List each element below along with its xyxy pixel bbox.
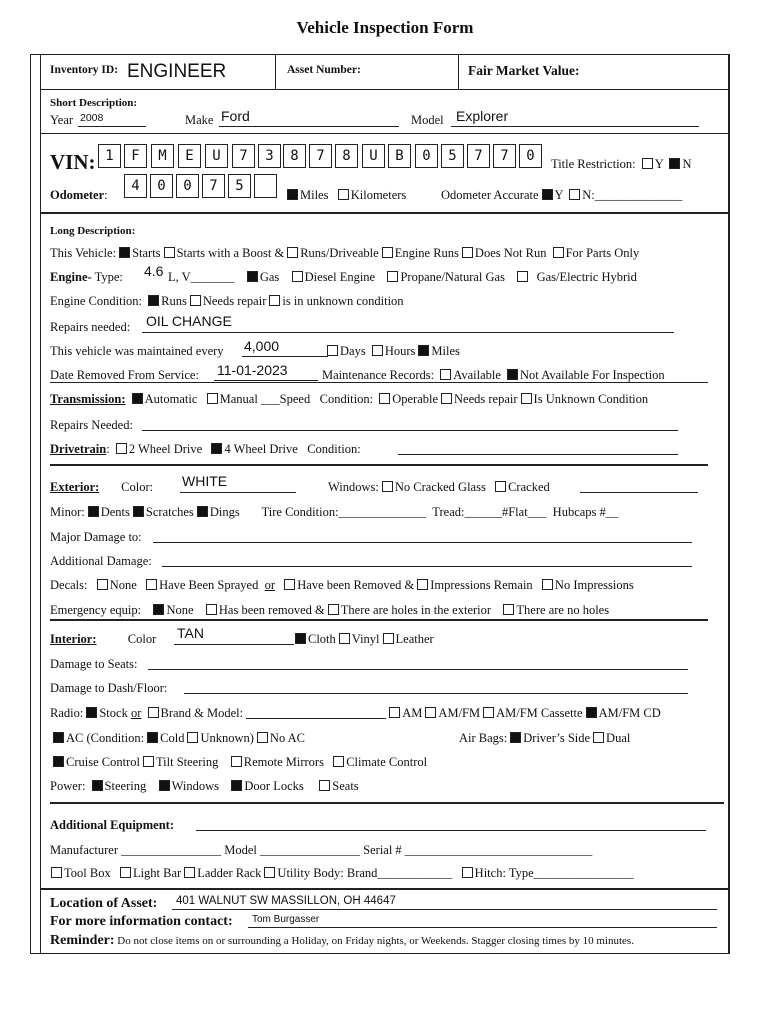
hubcaps-field[interactable]: Hubcaps #__ — [552, 505, 619, 519]
date-removed-field[interactable]: 11-01-2023 — [217, 362, 288, 378]
divider — [40, 212, 729, 214]
airbags-row — [459, 731, 630, 745]
operable-label: Operable — [392, 392, 439, 406]
ac-unknown-label: Unknown) — [200, 731, 254, 745]
radio-stock-label: Stock — [99, 706, 128, 720]
dual-checkbox[interactable] — [593, 732, 604, 743]
contact-label: For more information contact: — [50, 914, 233, 929]
two-wd-label: 2 Wheel Drive — [128, 442, 203, 456]
divider — [50, 464, 708, 466]
ac-unknown-checkbox[interactable] — [187, 732, 198, 743]
year-field[interactable]: 2008 — [80, 112, 104, 124]
emergency-none-checkbox[interactable] — [153, 604, 164, 615]
maint-miles-checkbox[interactable] — [418, 345, 429, 356]
additional-equipment-label: Additional Equipment: — [50, 818, 174, 832]
miles-label: Miles — [300, 188, 329, 202]
interior-color-label: Color — [127, 632, 157, 646]
trans-unknown-checkbox[interactable] — [521, 393, 532, 404]
tread-field[interactable]: Tread:______#Flat___ — [432, 505, 547, 519]
engine-type-label: Type: — [94, 270, 123, 284]
vin-char-box[interactable]: 7 — [309, 144, 332, 168]
records-not-available-label: Not Available For Inspection — [520, 368, 665, 382]
accurate-y-label: Y — [554, 188, 564, 202]
holes-checkbox[interactable] — [328, 604, 339, 615]
power-seats-checkbox[interactable] — [319, 780, 330, 791]
model-field[interactable]: Explorer — [456, 108, 509, 124]
ac-row — [50, 731, 305, 745]
reminder-text: Do not close items on or surrounding a Holiday, on Friday nights, or Weekends. Stagger closing times by 10 minutes. — [117, 935, 634, 947]
repairs-needed-2-field — [142, 430, 678, 431]
no-cracked-checkbox[interactable] — [382, 481, 393, 492]
title-y-checkbox[interactable] — [642, 158, 653, 169]
remote-mirrors-checkbox[interactable] — [231, 756, 242, 767]
engine-row — [50, 270, 123, 284]
divider — [50, 802, 724, 804]
scratches-checkbox[interactable] — [133, 506, 144, 517]
diesel-label: Diesel Engine — [304, 270, 376, 284]
major-damage-field — [153, 542, 692, 543]
four-wd-label: 4 Wheel Drive — [224, 442, 298, 456]
vin-char-box[interactable]: 8 — [283, 144, 306, 168]
equipment-row — [48, 866, 634, 880]
am-label: AM — [402, 706, 423, 720]
cloth-checkbox[interactable] — [295, 633, 306, 644]
dash-damage-field — [184, 693, 688, 694]
exterior-label-row — [50, 480, 153, 494]
minor-label: Minor: — [50, 505, 85, 519]
odometer-digit-box[interactable]: 0 — [150, 174, 173, 198]
starts-boost-label: Starts with a Boost & — [176, 246, 285, 260]
manual-checkbox[interactable] — [207, 393, 218, 404]
hybrid-checkbox[interactable] — [517, 271, 528, 282]
odometer-digit-box[interactable]: 4 — [124, 174, 147, 198]
vin-char-box[interactable]: 0 — [519, 144, 542, 168]
inventory-id-label: Inventory ID: — [50, 64, 119, 76]
records-available-checkbox[interactable] — [440, 369, 451, 380]
title-n-label: N — [682, 157, 692, 171]
maint-records-label: Maintenance Records: — [322, 368, 435, 382]
driver-side-checkbox[interactable] — [510, 732, 521, 743]
odometer-accurate-label: Odometer Accurate — [441, 188, 539, 202]
toolbox-checkbox[interactable] — [51, 867, 62, 878]
emergency-removed-checkbox[interactable] — [206, 604, 217, 615]
radio-or: or — [130, 706, 142, 720]
ladder-checkbox[interactable] — [184, 867, 195, 878]
fair-market-value-label: Fair Market Value: — [468, 63, 580, 78]
engine-condition-label: Engine Condition: — [50, 294, 143, 308]
power-windows-checkbox[interactable] — [159, 780, 170, 791]
transmission-row — [50, 392, 648, 406]
no-cracked-label: No Cracked Glass — [394, 480, 486, 494]
seats-damage-field — [148, 669, 688, 670]
minor-damage-row — [50, 505, 618, 519]
vinyl-checkbox[interactable] — [339, 633, 350, 644]
ac-label: AC (Condition: — [66, 731, 145, 745]
frame-inner-right — [728, 54, 729, 954]
repairs-needed-field[interactable]: OIL CHANGE — [146, 313, 232, 329]
two-wd-checkbox[interactable] — [116, 443, 127, 454]
decals-removed-checkbox[interactable] — [284, 579, 295, 590]
drivetrain-row: Drivetrain: 2 Wheel Drive 4 Wheel Drive Condition: — [50, 442, 361, 456]
for-parts-label: For Parts Only — [565, 246, 640, 260]
trans-needs-repair-checkbox[interactable] — [441, 393, 452, 404]
engine-runs-checkbox[interactable] — [382, 247, 393, 258]
make-field[interactable]: Ford — [221, 108, 250, 124]
divider — [275, 54, 276, 90]
engine-unknown-checkbox[interactable] — [269, 295, 280, 306]
reminder-label: Reminder: — [50, 933, 115, 948]
no-holes-label: There are no holes — [516, 603, 610, 617]
dents-checkbox[interactable] — [88, 506, 99, 517]
odometer-digit-box[interactable]: 0 — [176, 174, 199, 198]
airbags-label: Air Bags: — [459, 731, 508, 745]
no-holes-checkbox[interactable] — [503, 604, 514, 615]
starts-checkbox[interactable] — [119, 247, 130, 258]
asset-number-label: Asset Number: — [287, 64, 361, 76]
cylinders-field[interactable]: L, V_______ — [168, 270, 235, 284]
days-checkbox[interactable] — [327, 345, 338, 356]
gas-checkbox[interactable] — [247, 271, 258, 282]
odometer-digit-box[interactable] — [254, 174, 277, 198]
vinyl-label: Vinyl — [351, 632, 380, 646]
interior-label: Interior: — [50, 632, 97, 646]
location-label: Location of Asset: — [50, 896, 158, 911]
engine-runs-cond-label: Runs — [161, 294, 187, 308]
interior-label-row — [50, 632, 156, 646]
cloth-label: Cloth — [308, 632, 336, 646]
accurate-n-label: N:______________ — [582, 188, 683, 202]
vin-char-box[interactable]: U — [362, 144, 385, 168]
radio-row — [50, 706, 661, 720]
emergency-row — [50, 603, 609, 617]
automatic-label: Automatic — [144, 392, 198, 406]
door-locks-label: Door Locks — [244, 779, 304, 793]
ac-checkbox[interactable] — [53, 732, 64, 743]
emergency-label: Emergency equip: — [50, 603, 142, 617]
engine-label: Engine- — [50, 270, 92, 284]
engine-condition-row — [50, 294, 404, 308]
tilt-checkbox[interactable] — [143, 756, 154, 767]
cracked-checkbox[interactable] — [495, 481, 506, 492]
no-impressions-label: No Impressions — [554, 578, 634, 592]
interior-color-underline — [174, 644, 294, 645]
odometer-digit-box[interactable]: 5 — [228, 174, 251, 198]
hitch-checkbox[interactable] — [462, 867, 473, 878]
divider — [458, 54, 459, 90]
date-underline — [214, 380, 318, 381]
decals-none-label: None — [109, 578, 137, 592]
leather-checkbox[interactable] — [383, 633, 394, 644]
maintained-underline — [242, 356, 328, 357]
propane-checkbox[interactable] — [387, 271, 398, 282]
am-checkbox[interactable] — [389, 707, 400, 718]
engine-runs-label: Engine Runs — [394, 246, 459, 260]
radio-brand-label: Brand & Model: — [160, 706, 244, 720]
vin-char-box[interactable]: B — [388, 144, 411, 168]
holes-label: There are holes in the exterior — [340, 603, 492, 617]
upholstery-row — [292, 632, 434, 646]
exterior-color-underline — [180, 492, 296, 493]
location-field[interactable]: 401 WALNUT SW MASSILLON, OH 44647 — [176, 895, 396, 907]
vin-char-box[interactable]: 8 — [335, 144, 358, 168]
frame-inner-left — [40, 54, 41, 954]
power-windows-label: Windows — [171, 779, 220, 793]
vin-char-box[interactable]: 7 — [493, 144, 516, 168]
diesel-checkbox[interactable] — [292, 271, 303, 282]
amfm-label: AM/FM — [438, 706, 481, 720]
windows-label: Windows: — [328, 480, 379, 494]
miles-checkbox[interactable] — [287, 189, 298, 200]
vin-char-box[interactable]: 3 — [258, 144, 281, 168]
trans-unknown-label: Is Unknown Condition — [533, 392, 649, 406]
kilometers-checkbox[interactable] — [338, 189, 349, 200]
engine-types — [168, 270, 637, 284]
divider — [50, 619, 708, 621]
interior-color-field[interactable]: TAN — [177, 625, 204, 641]
cold-checkbox[interactable] — [147, 732, 158, 743]
exterior-color-field[interactable]: WHITE — [182, 473, 228, 489]
odometer-digit-box[interactable]: 7 — [202, 174, 225, 198]
does-not-run-checkbox[interactable] — [462, 247, 473, 258]
decals-none-checkbox[interactable] — [97, 579, 108, 590]
maintained-label: This vehicle was maintained every — [50, 344, 224, 358]
dash-damage-label: Damage to Dash/Floor: — [50, 681, 168, 695]
repairs-needed-label: Repairs needed: — [50, 320, 131, 334]
sprayed-checkbox[interactable] — [146, 579, 157, 590]
additional-damage-label: Additional Damage: — [50, 554, 152, 568]
tire-condition-field[interactable]: Tire Condition:______________ — [261, 505, 427, 519]
power-row — [50, 779, 359, 793]
inventory-id-field[interactable]: ENGINEER — [127, 61, 227, 82]
lightbar-label: Light Bar — [132, 866, 182, 880]
operable-checkbox[interactable] — [379, 393, 390, 404]
drivetrain-label: Drivetrain — [50, 442, 107, 456]
automatic-checkbox[interactable] — [132, 393, 143, 404]
decals-label: Decals: — [50, 578, 88, 592]
dents-label: Dents — [100, 505, 130, 519]
hours-checkbox[interactable] — [372, 345, 383, 356]
year-label: Year — [50, 113, 74, 127]
engine-needs-repair-label: Needs repair — [202, 294, 267, 308]
decals-removed-label: Have been Removed & — [297, 578, 415, 592]
cd-checkbox[interactable] — [586, 707, 597, 718]
maintained-units — [324, 344, 460, 358]
model-label: Model — [411, 113, 444, 127]
trans-condition-label: Condition: — [319, 392, 374, 406]
vin-char-box[interactable]: 7 — [232, 144, 255, 168]
radio-brand-checkbox[interactable] — [148, 707, 159, 718]
repairs-underline — [142, 332, 674, 333]
cd-label: AM/FM CD — [598, 706, 661, 720]
cold-label: Cold — [160, 731, 185, 745]
vin-char-box[interactable]: U — [205, 144, 228, 168]
short-description-label: Short Description: — [50, 97, 138, 109]
power-steering-checkbox[interactable] — [92, 780, 103, 791]
impressions-checkbox[interactable] — [417, 579, 428, 590]
does-not-run-label: Does Not Run — [474, 246, 547, 260]
odometer-label: Odometer: — [50, 188, 108, 202]
records-not-available-checkbox[interactable] — [507, 369, 518, 380]
lightbar-checkbox[interactable] — [120, 867, 131, 878]
exterior-color-label: Color: — [121, 480, 154, 494]
power-steering-label: Steering — [104, 779, 147, 793]
vin-label: VIN: — [50, 150, 96, 174]
cruise-label: Cruise Control — [66, 755, 140, 769]
additional-equipment-field — [196, 830, 706, 831]
power-seats-label: Seats — [332, 779, 359, 793]
sprayed-label: Have Been Sprayed — [159, 578, 259, 592]
no-ac-checkbox[interactable] — [257, 732, 268, 743]
runs-driveable-checkbox[interactable] — [287, 247, 298, 258]
divider — [40, 888, 729, 890]
toolbox-label: Tool Box — [64, 866, 111, 880]
ladder-label: Ladder Rack — [197, 866, 262, 880]
divider — [40, 89, 729, 90]
driver-side-label: Driver’s Side — [523, 731, 591, 745]
major-damage-label: Major Damage to: — [50, 530, 142, 544]
manufacturer-row: Manufacturer ________________ Model ________________ Serial # ______________________________ — [50, 843, 593, 857]
repairs-needed-2-label: Repairs Needed: — [50, 418, 133, 432]
vin-char-box[interactable]: 5 — [441, 144, 464, 168]
amfm-checkbox[interactable] — [425, 707, 436, 718]
kilometers-label: Kilometers — [350, 188, 407, 202]
make-label: Make — [185, 113, 214, 127]
decals-row — [50, 578, 634, 592]
seats-damage-label: Damage to Seats: — [50, 657, 138, 671]
engine-needs-repair-checkbox[interactable] — [190, 295, 201, 306]
door-locks-checkbox[interactable] — [231, 780, 242, 791]
radio-brand-field[interactable] — [246, 708, 386, 719]
date-removed-label: Date Removed From Service: — [50, 368, 199, 382]
scratches-label: Scratches — [145, 505, 194, 519]
propane-label: Propane/Natural Gas — [400, 270, 505, 284]
title-y-label: Y — [654, 157, 664, 171]
engine-unknown-label: is in unknown condition — [282, 294, 404, 308]
location-underline — [172, 909, 717, 910]
utility-field[interactable]: Utility Body: Brand____________ — [277, 866, 453, 880]
make-underline — [219, 126, 399, 127]
vin-char-box[interactable]: E — [178, 144, 201, 168]
maint-miles-label: Miles — [431, 344, 460, 358]
for-parts-checkbox[interactable] — [553, 247, 564, 258]
runs-driveable-label: Runs/Driveable — [300, 246, 379, 260]
radio-label: Radio: — [50, 706, 84, 720]
odometer-units — [284, 188, 406, 202]
dings-checkbox[interactable] — [197, 506, 208, 517]
maintenance-records-row — [322, 368, 665, 382]
starts-label: Starts — [132, 246, 161, 260]
emergency-none-label: None — [166, 603, 194, 617]
remote-mirrors-label: Remote Mirrors — [243, 755, 324, 769]
divider — [40, 133, 729, 134]
radio-stock-checkbox[interactable] — [86, 707, 97, 718]
title-restriction-label — [551, 157, 691, 171]
trans-needs-repair-label: Needs repair — [454, 392, 518, 406]
vin-char-box[interactable]: M — [151, 144, 174, 168]
gas-label: Gas — [259, 270, 280, 284]
cassette-checkbox[interactable] — [483, 707, 494, 718]
engine-liters-field[interactable]: 4.6 — [144, 263, 164, 279]
no-impressions-checkbox[interactable] — [542, 579, 553, 590]
power-label: Power: — [50, 779, 86, 793]
hybrid-label: Gas/Electric Hybrid — [536, 270, 637, 284]
cruise-checkbox[interactable] — [53, 756, 64, 767]
vehicle-status-row — [50, 246, 639, 260]
vin-char-box[interactable]: F — [124, 144, 147, 168]
dings-label: Dings — [209, 505, 240, 519]
form-title: Vehicle Inspection Form — [296, 18, 474, 37]
divider — [50, 382, 708, 383]
accurate-n-checkbox[interactable] — [569, 189, 580, 200]
decals-or: or — [264, 578, 276, 592]
climate-label: Climate Control — [346, 755, 428, 769]
starts-boost-checkbox[interactable] — [164, 247, 175, 258]
cassette-label: AM/FM Cassette — [496, 706, 583, 720]
emergency-removed-label: Has been removed & — [218, 603, 325, 617]
model-underline — [451, 126, 699, 127]
maintained-field[interactable]: 4,000 — [244, 338, 280, 354]
drive-condition-label: Condition: — [307, 442, 361, 456]
transmission-label: Transmission: — [50, 392, 126, 406]
contact-underline — [248, 927, 717, 928]
windows-row — [328, 480, 550, 494]
features-row — [50, 755, 427, 769]
contact-field[interactable]: Tom Burgasser — [252, 914, 320, 925]
vin-char-box[interactable]: 1 — [98, 144, 121, 168]
accurate-y-checkbox[interactable] — [542, 189, 553, 200]
utility-checkbox[interactable] — [264, 867, 275, 878]
odometer-text: Odometer — [50, 188, 105, 202]
climate-checkbox[interactable] — [333, 756, 344, 767]
vin-char-box[interactable]: 7 — [467, 144, 490, 168]
dual-label: Dual — [606, 731, 631, 745]
engine-runs-cond-checkbox[interactable] — [148, 295, 159, 306]
vin-char-box[interactable]: 0 — [415, 144, 438, 168]
manual-label: Manual ___Speed — [219, 392, 311, 406]
records-available-label: Available — [453, 368, 501, 382]
cracked-label: Cracked — [508, 480, 550, 494]
hitch-field[interactable]: Hitch: Type________________ — [474, 866, 634, 880]
impressions-label: Impressions Remain — [430, 578, 533, 592]
cracked-field — [580, 492, 698, 493]
additional-damage-field — [162, 566, 692, 567]
year-underline — [78, 126, 146, 127]
reminder-row — [50, 933, 634, 949]
drive-condition-field — [398, 454, 678, 455]
odometer-accurate — [441, 188, 682, 202]
hours-label: Hours — [384, 344, 416, 358]
no-ac-label: No AC — [269, 731, 305, 745]
this-vehicle-label: This Vehicle: — [50, 246, 117, 260]
exterior-label: Exterior: — [50, 480, 100, 494]
tilt-label: Tilt Steering — [155, 755, 219, 769]
long-description-label: Long Description: — [50, 225, 136, 237]
title-restriction-text: Title Restriction: — [551, 157, 636, 171]
days-label: Days — [340, 344, 366, 358]
leather-label: Leather — [395, 632, 434, 646]
four-wd-checkbox[interactable] — [211, 443, 222, 454]
title-n-checkbox[interactable] — [669, 158, 680, 169]
